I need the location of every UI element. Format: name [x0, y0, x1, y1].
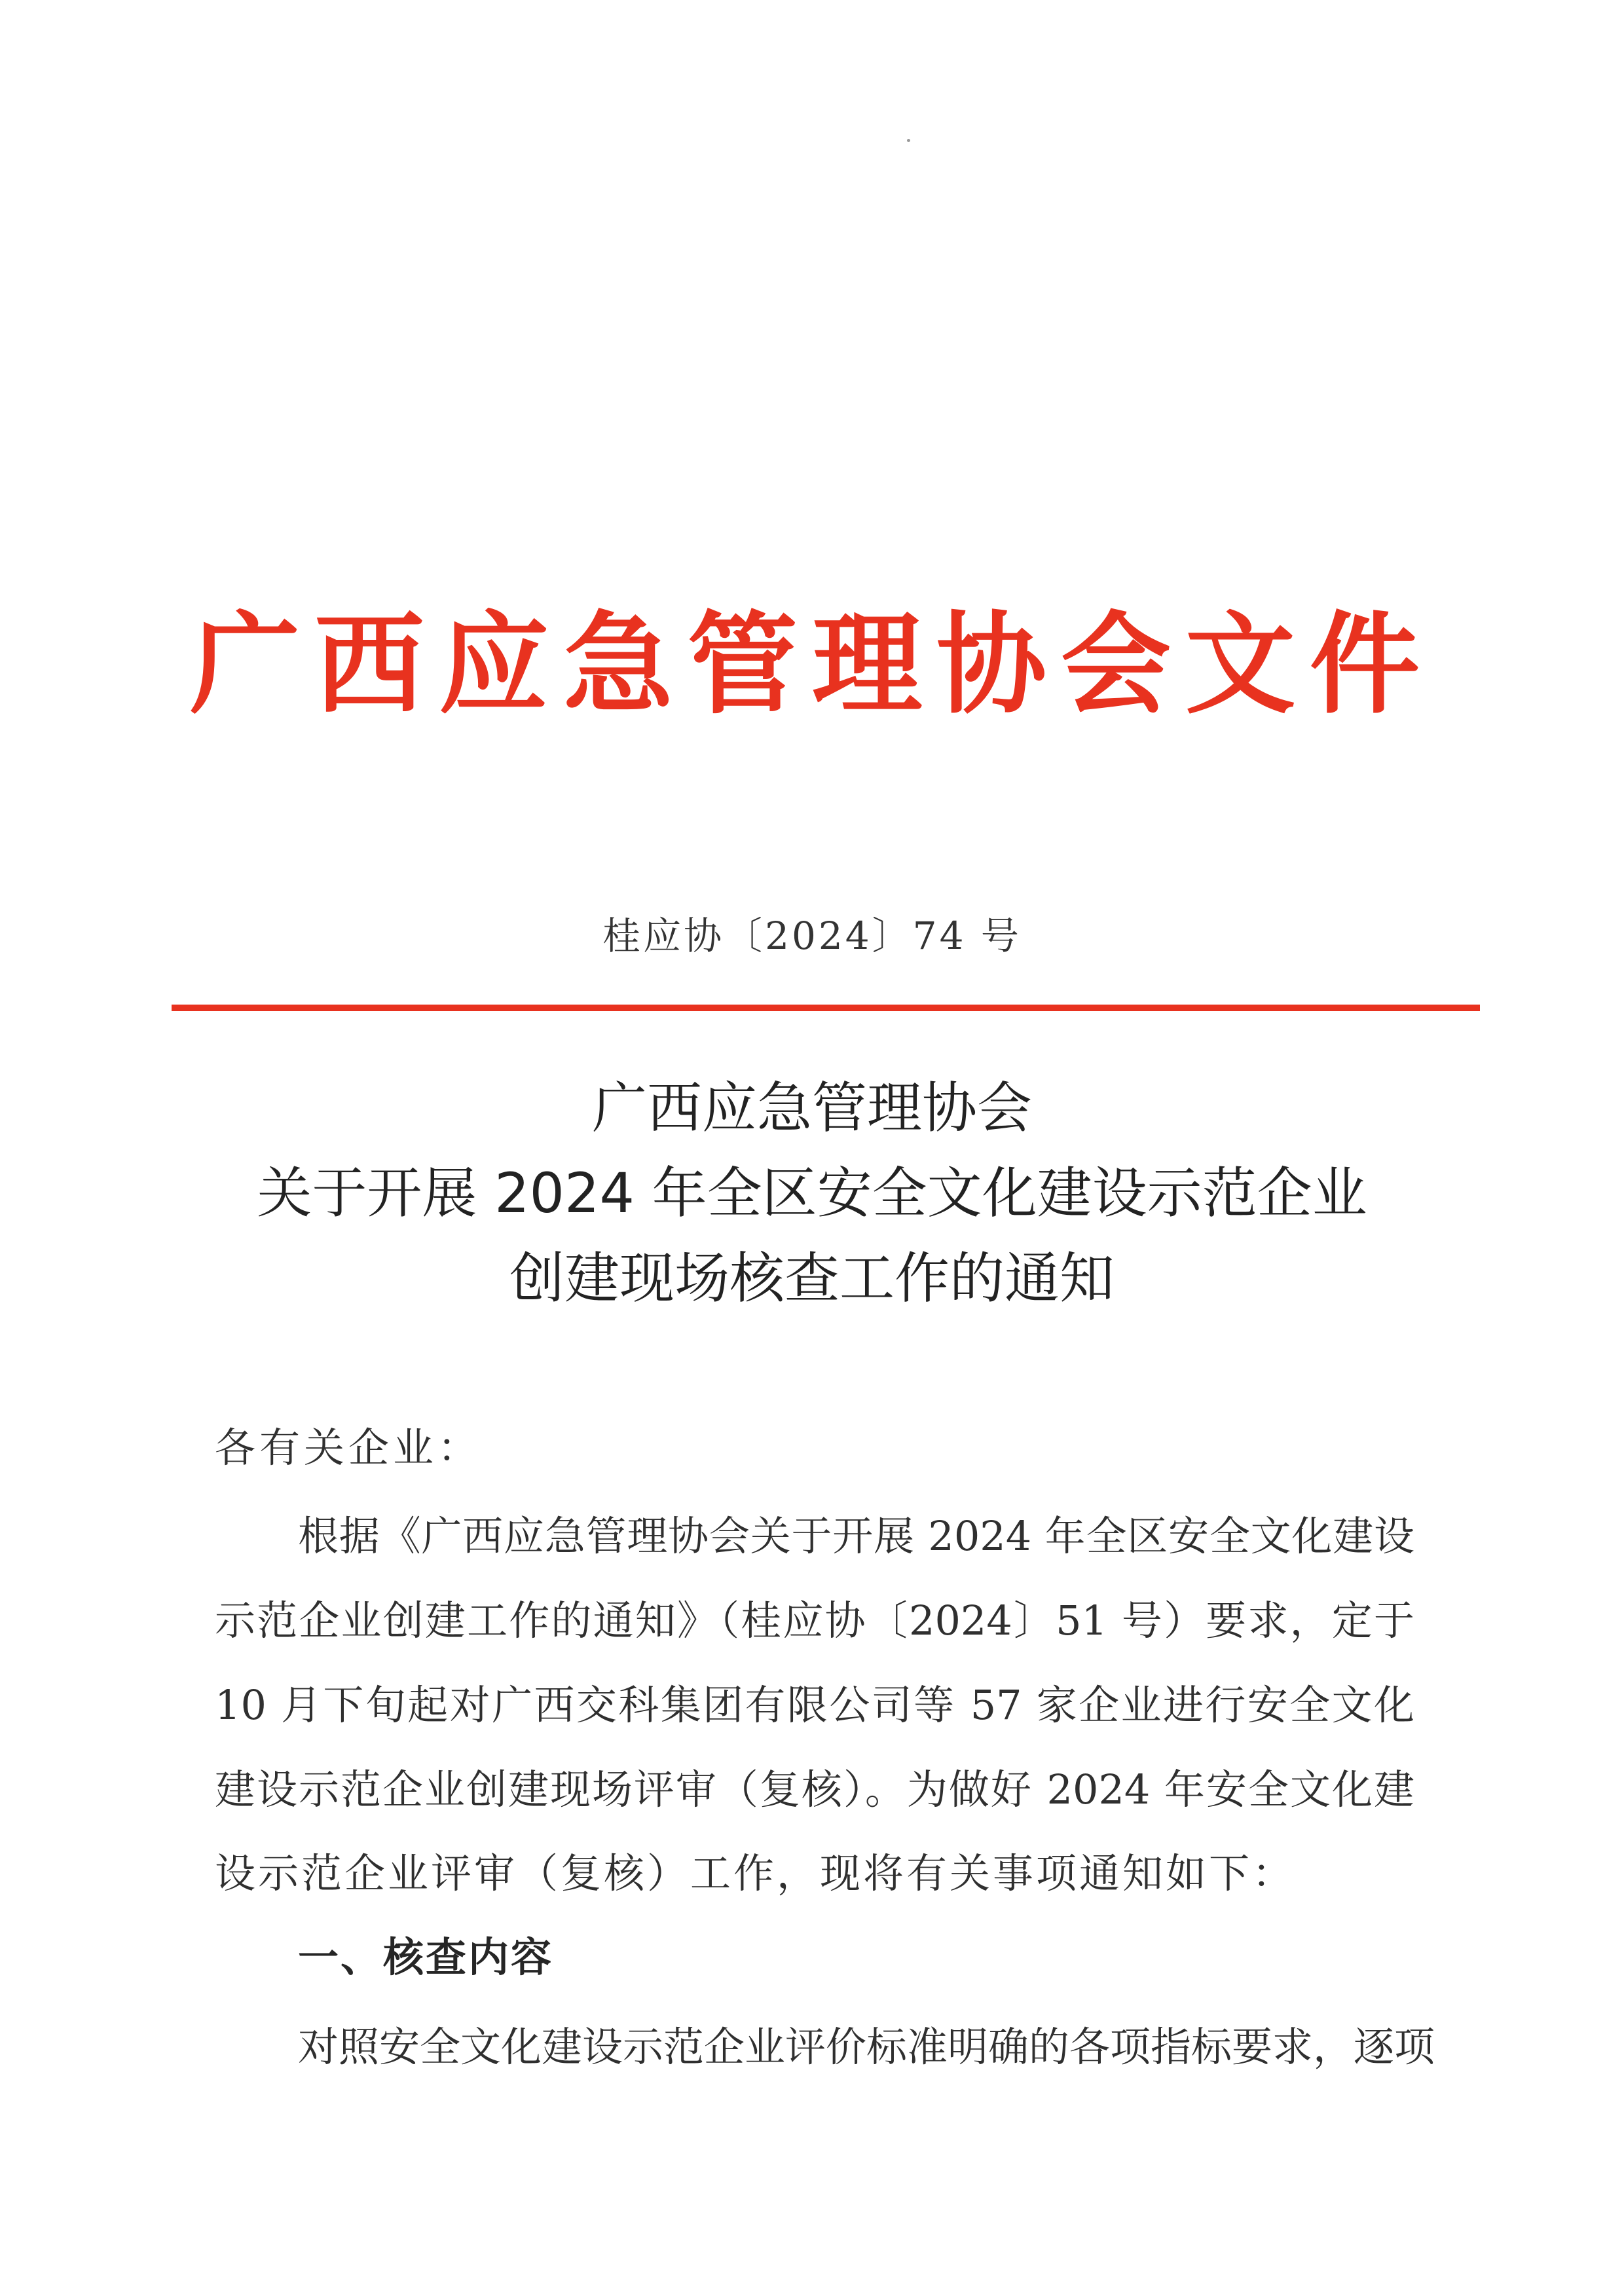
- issuer-header: 广西应急管理协会文件: [190, 599, 1434, 729]
- body-line-1: 根据《广西应急管理协会关于开展 2024 年全区安全文化建设: [298, 1512, 1414, 1560]
- body-line-2: 示范企业创建工作的通知》（桂应协〔2024〕51 号）要求，定于: [215, 1597, 1414, 1644]
- body-line-5: 设示范企业评审（复核）工作，现将有关事项通知如下：: [215, 1849, 1296, 1897]
- title-line-2: 关于开展 2024 年全区安全文化建设示范企业: [257, 1161, 1367, 1225]
- red-divider-line: [172, 1005, 1480, 1011]
- title-line-3: 创建现场核查工作的通知: [509, 1246, 1115, 1310]
- body-line-4: 建设示范企业创建现场评审（复核）。为做好 2024 年安全文化建: [215, 1766, 1414, 1813]
- section-heading-1: 一、核查内容: [298, 1933, 554, 1981]
- salutation: 各有关企业：: [215, 1424, 483, 1472]
- section-1-line-1: 对照安全文化建设示范企业评价标准明确的各项指标要求，逐项: [298, 2023, 1435, 2071]
- title-line-1: 广西应急管理协会: [591, 1076, 1032, 1140]
- document-number: 桂应协〔2024〕74 号: [602, 914, 1022, 958]
- body-line-3: 10 月下旬起对广西交科集团有限公司等 57 家企业进行安全文化: [215, 1681, 1414, 1729]
- scan-speck: [907, 139, 910, 142]
